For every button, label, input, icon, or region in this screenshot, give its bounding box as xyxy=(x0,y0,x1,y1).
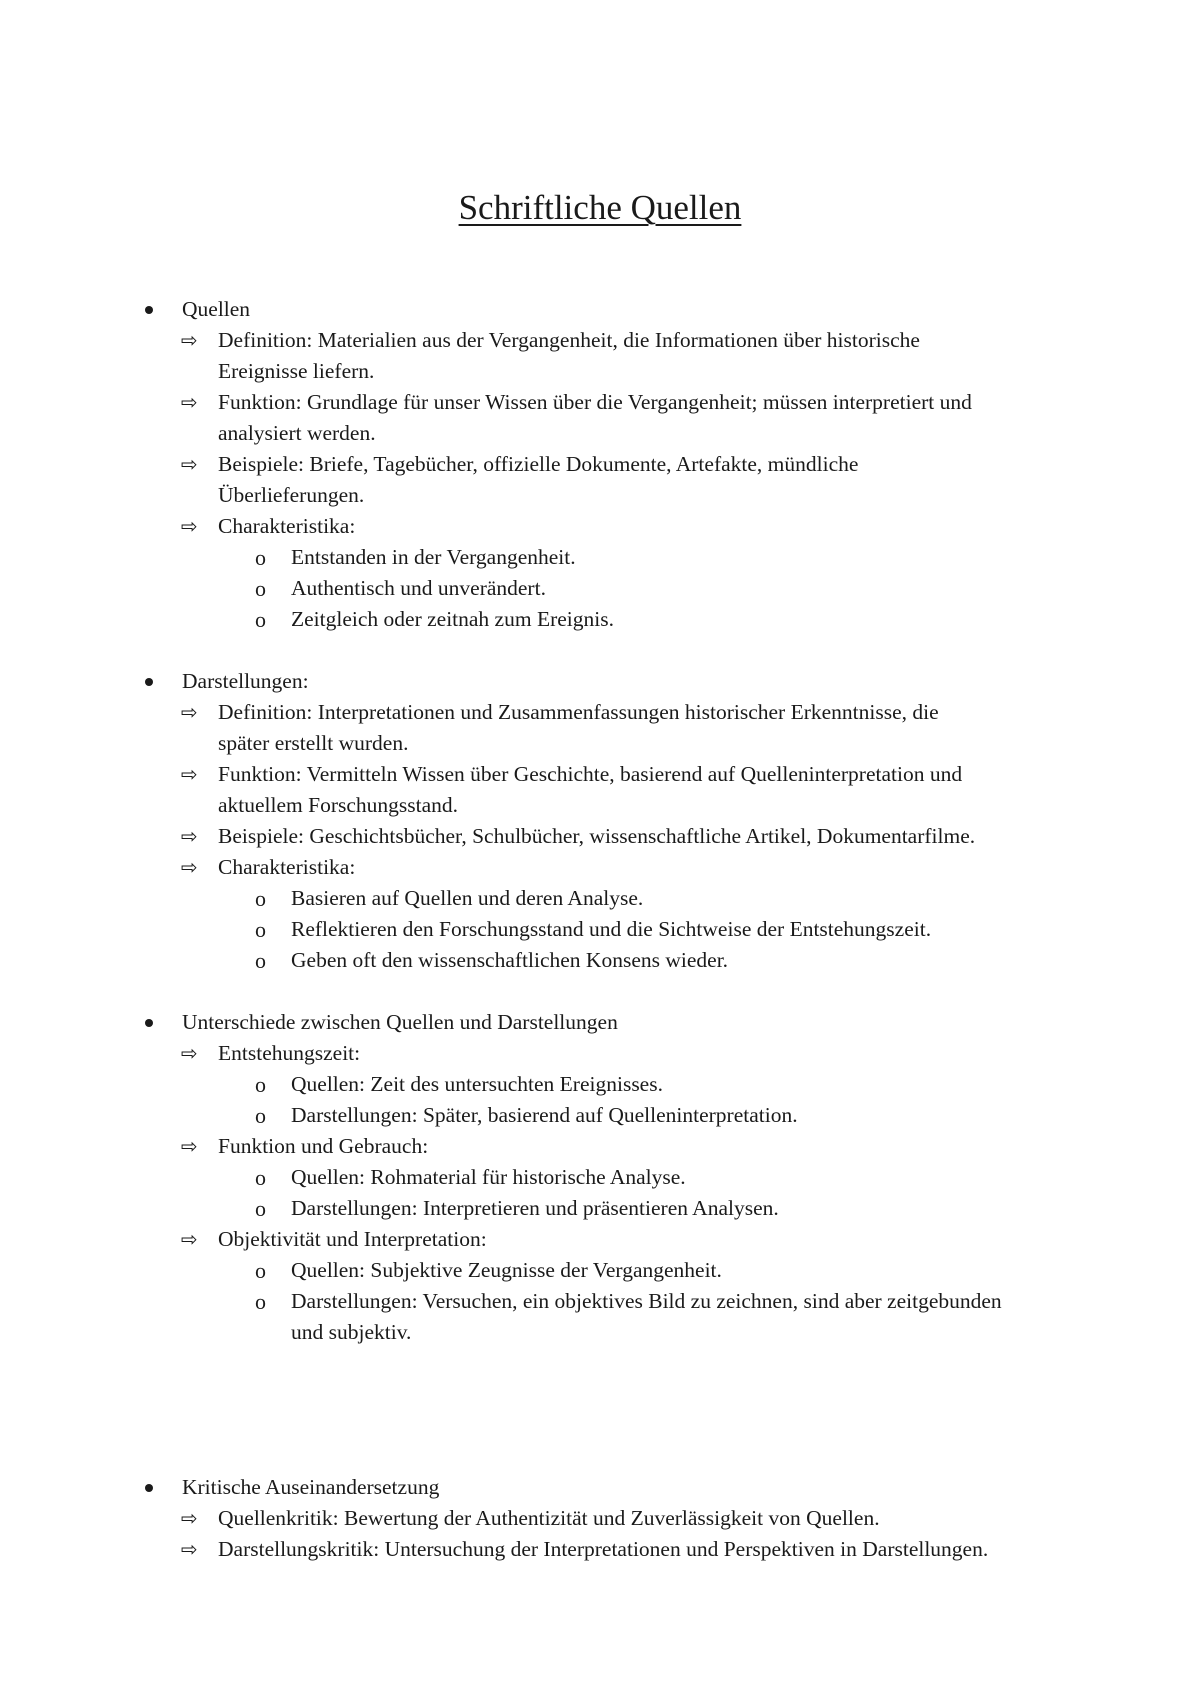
outline-item xyxy=(0,387,1200,418)
outline-subitem xyxy=(0,542,1200,573)
outline-subitem xyxy=(0,1317,1200,1348)
outline-subitem xyxy=(0,945,1200,976)
circle-bullet-icon: o xyxy=(255,886,266,911)
arrow-right-icon: ⇨ xyxy=(181,390,198,414)
outline-subitem-text: Entstanden in der Vergangenheit. xyxy=(291,545,576,569)
bullet-dot-icon xyxy=(145,306,153,314)
outline-item xyxy=(0,1503,1200,1534)
outline-subitem xyxy=(0,1193,1200,1224)
outline-content xyxy=(0,294,1200,1565)
outline-item-text: Funktion und Gebrauch: xyxy=(218,1134,429,1158)
outline-subitem-text: und subjektiv. xyxy=(291,1320,412,1344)
section-heading xyxy=(0,1472,1200,1503)
outline-item xyxy=(0,449,1200,480)
outline-subitem xyxy=(0,1286,1200,1317)
circle-bullet-icon: o xyxy=(255,1165,266,1190)
section-spacer xyxy=(0,635,1200,666)
arrow-right-icon: ⇨ xyxy=(181,452,198,476)
outline-item-text: Charakteristika: xyxy=(218,514,356,538)
outline-subitem-text: Darstellungen: Versuchen, ein objektives Bild zu zeichnen, sind aber zeitgebunden xyxy=(291,1289,1002,1313)
circle-bullet-icon: o xyxy=(255,948,266,973)
section-heading xyxy=(0,666,1200,697)
outline-subitem-text: Zeitgleich oder zeitnah zum Ereignis. xyxy=(291,607,614,631)
outline-item-text: Objektivität und Interpretation: xyxy=(218,1227,487,1251)
circle-bullet-icon: o xyxy=(255,1196,266,1221)
outline-item-text: Entstehungszeit: xyxy=(218,1041,361,1065)
arrow-right-icon: ⇨ xyxy=(181,1041,198,1065)
section-heading-text: Unterschiede zwischen Quellen und Darstellungen xyxy=(182,1010,618,1034)
outline-item-text: Überlieferungen. xyxy=(218,483,365,507)
outline-section xyxy=(0,666,1200,976)
outline-item-text: Definition: Interpretationen und Zusammenfassungen historischer Erkenntnisse, die xyxy=(218,700,939,724)
section-heading-text: Quellen xyxy=(182,297,251,321)
outline-item-text: Beispiele: Geschichtsbücher, Schulbücher, wissenschaftliche Artikel, Dokumentarfilme. xyxy=(218,824,976,848)
outline-item-text: analysiert werden. xyxy=(218,421,376,445)
circle-bullet-icon: o xyxy=(255,545,266,570)
section-heading xyxy=(0,1007,1200,1038)
outline-item xyxy=(0,480,1200,511)
arrow-right-icon: ⇨ xyxy=(181,514,198,538)
outline-item xyxy=(0,759,1200,790)
outline-subitem xyxy=(0,1162,1200,1193)
outline-item xyxy=(0,511,1200,542)
outline-item-text: Darstellungskritik: Untersuchung der Interpretationen und Perspektiven in Darstellungen. xyxy=(218,1537,989,1561)
bullet-dot-icon xyxy=(145,1019,153,1027)
section-heading-text: Darstellungen: xyxy=(182,669,309,693)
outline-subitem-text: Darstellungen: Später, basierend auf Quelleninterpretation. xyxy=(291,1103,798,1127)
outline-item-text: Funktion: Vermitteln Wissen über Geschichte, basierend auf Quelleninterpretation und xyxy=(218,762,963,786)
outline-subitem-text: Quellen: Subjektive Zeugnisse der Vergangenheit. xyxy=(291,1258,722,1282)
outline-item-text: Charakteristika: xyxy=(218,855,356,879)
outline-item xyxy=(0,821,1200,852)
arrow-right-icon: ⇨ xyxy=(181,855,198,879)
outline-item-text: später erstellt wurden. xyxy=(218,731,409,755)
outline-item xyxy=(0,1224,1200,1255)
outline-item xyxy=(0,728,1200,759)
circle-bullet-icon: o xyxy=(255,576,266,601)
outline-subitem xyxy=(0,1255,1200,1286)
outline-item-text: aktuellem Forschungsstand. xyxy=(218,793,459,817)
outline-item xyxy=(0,1038,1200,1069)
arrow-right-icon: ⇨ xyxy=(181,328,198,352)
circle-bullet-icon: o xyxy=(255,917,266,942)
arrow-right-icon: ⇨ xyxy=(181,700,198,724)
outline-subitem xyxy=(0,883,1200,914)
outline-section xyxy=(0,1472,1200,1565)
arrow-right-icon: ⇨ xyxy=(181,1134,198,1158)
outline-subitem-text: Geben oft den wissenschaftlichen Konsens wieder. xyxy=(291,948,729,972)
outline-item xyxy=(0,790,1200,821)
outline-subitem-text: Basieren auf Quellen und deren Analyse. xyxy=(291,886,644,910)
bullet-dot-icon xyxy=(145,678,153,686)
arrow-right-icon: ⇨ xyxy=(181,762,198,786)
outline-item xyxy=(0,325,1200,356)
outline-subitem xyxy=(0,1100,1200,1131)
outline-item xyxy=(0,852,1200,883)
outline-subitem xyxy=(0,1069,1200,1100)
circle-bullet-icon: o xyxy=(255,1258,266,1283)
arrow-right-icon: ⇨ xyxy=(181,1537,198,1561)
outline-section xyxy=(0,294,1200,635)
page-title: Schriftliche Quellen xyxy=(458,188,742,227)
outline-subitem-text: Reflektieren den Forschungsstand und die Sichtweise der Entstehungszeit. xyxy=(291,917,932,941)
circle-bullet-icon: o xyxy=(255,1103,266,1128)
circle-bullet-icon: o xyxy=(255,1072,266,1097)
outline-item xyxy=(0,356,1200,387)
outline-subitem-text: Authentisch und unverändert. xyxy=(291,576,546,600)
section-heading xyxy=(0,294,1200,325)
bullet-dot-icon xyxy=(145,1484,153,1492)
outline-subitem xyxy=(0,914,1200,945)
section-heading-text: Kritische Auseinandersetzung xyxy=(182,1475,440,1499)
circle-bullet-icon: o xyxy=(255,1289,266,1314)
outline-item-text: Definition: Materialien aus der Vergangenheit, die Informationen über historische xyxy=(218,328,920,352)
outline-item-text: Beispiele: Briefe, Tagebücher, offizielle Dokumente, Artefakte, mündliche xyxy=(218,452,859,476)
outline-subitem-text: Quellen: Rohmaterial für historische Analyse. xyxy=(291,1165,686,1189)
outline-item xyxy=(0,1534,1200,1565)
outline-subitem xyxy=(0,573,1200,604)
outline-item-text: Quellenkritik: Bewertung der Authentizität und Zuverlässigkeit von Quellen. xyxy=(218,1506,880,1530)
arrow-right-icon: ⇨ xyxy=(181,1227,198,1251)
outline-subitem xyxy=(0,604,1200,635)
section-spacer xyxy=(0,976,1200,1007)
outline-subitem-text: Quellen: Zeit des untersuchten Ereignisses. xyxy=(291,1072,663,1096)
outline-subitem-text: Darstellungen: Interpretieren und präsentieren Analysen. xyxy=(291,1196,779,1220)
outline-item xyxy=(0,418,1200,449)
arrow-right-icon: ⇨ xyxy=(181,824,198,848)
outline-item-text: Ereignisse liefern. xyxy=(218,359,375,383)
arrow-right-icon: ⇨ xyxy=(181,1506,198,1530)
outline-item xyxy=(0,697,1200,728)
outline-item xyxy=(0,1131,1200,1162)
circle-bullet-icon: o xyxy=(255,607,266,632)
outline-section xyxy=(0,1007,1200,1348)
outline-item-text: Funktion: Grundlage für unser Wissen über die Vergangenheit; müssen interpretiert und xyxy=(218,390,972,414)
section-spacer xyxy=(0,1348,1200,1472)
